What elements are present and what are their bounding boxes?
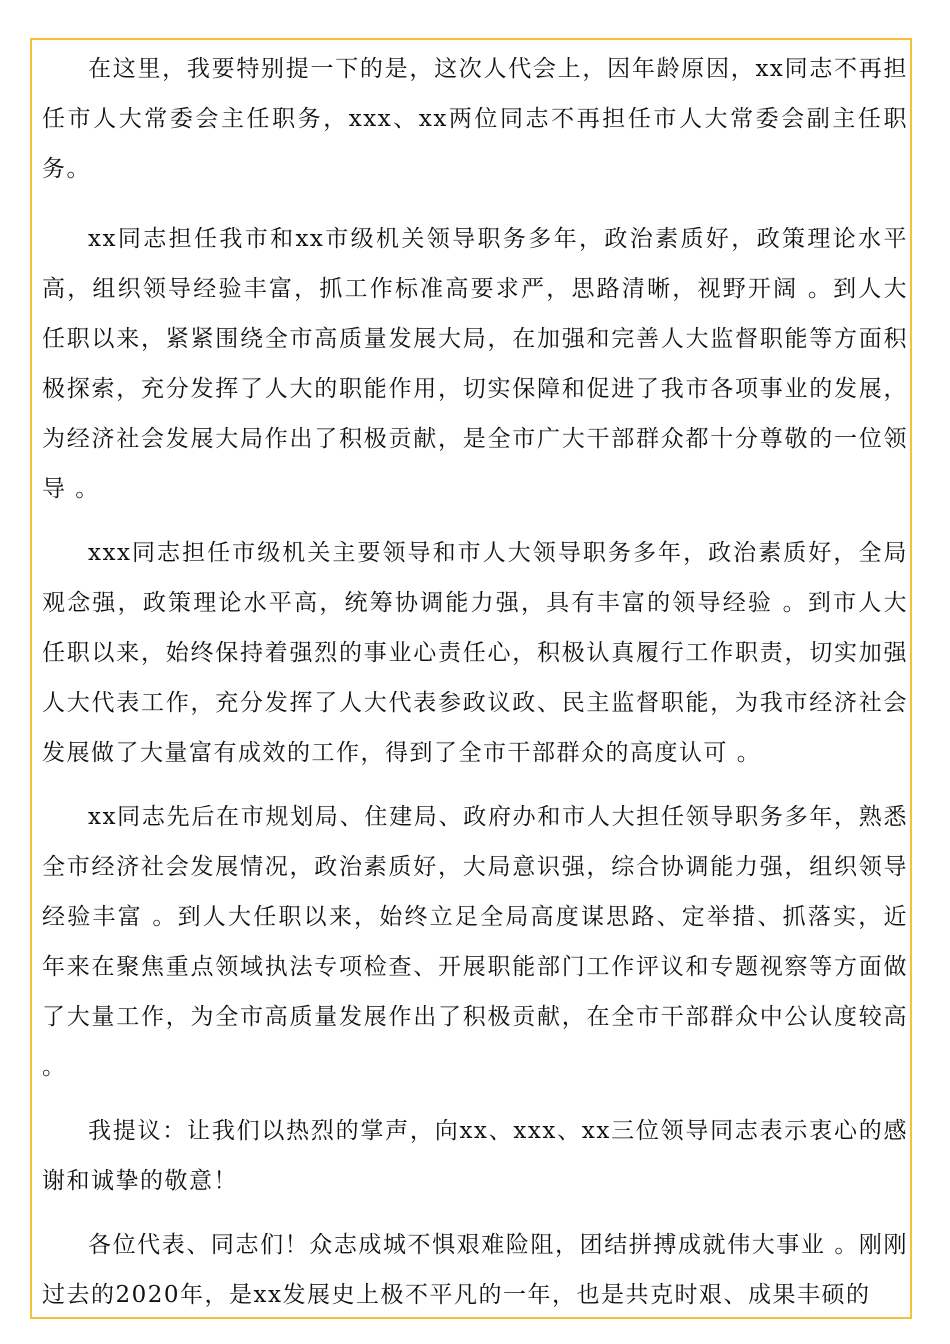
paragraph-2: xx同志担任我市和xx市级机关领导职务多年，政治素质好，政策理论水平高，组织领导经验丰富，抓工作标准高要求严，思路清晰，视野开阔 。到人大任职以来，紧紧围绕全市高质量发展大局，在加强和完善人大监督职能等方面积极探索，充分发挥了人大的职能作用，切实保障和促进了我市各项事业的发展，为经济社会发展大局作出了积极贡献，是全市广大干部群众都十分尊敬的一位领导 。 bbox=[42, 226, 908, 502]
document-body bbox=[42, 44, 908, 1320]
paragraph-6: 各位代表、同志们！众志成城不惧艰难险阻，团结拼搏成就伟大事业 。刚刚过去的2020年，是xx发展史上极不平凡的一年，也是共克时艰、成果丰硕的 bbox=[42, 1232, 908, 1308]
paragraph-3: xxx同志担任市级机关主要领导和市人大领导职务多年，政治素质好，全局观念强，政策理论水平高，统筹协调能力强，具有丰富的领导经验 。到市人大任职以来，始终保持着强烈的事业心责任心，积极认真履行工作职责，切实加强人大代表工作，充分发挥了人大代表参政议政、民主监督职能，为我市经济社会发展做了大量富有成效的工作，得到了全市干部群众的高度认可 。 bbox=[42, 540, 908, 766]
paragraph-5: 我提议：让我们以热烈的掌声，向xx、xxx、xx三位领导同志表示衷心的感谢和诚挚的敬意！ bbox=[42, 1118, 908, 1194]
paragraph-4: xx同志先后在市规划局、住建局、政府办和市人大担任领导职务多年，熟悉全市经济社会发展情况，政治素质好，大局意识强，综合协调能力强，组织领导经验丰富 。到人大任职以来，始终立足全局高度谋思路、定举措、抓落实，近年来在聚焦重点领域执法专项检查、开展职能部门工作评议和专题视察等方面做了大量工作，为全市高质量发展作出了积极贡献，在全市干部群众中公认度较高 。 bbox=[42, 804, 908, 1080]
paragraph-1: 在这里，我要特别提一下的是，这次人代会上，因年龄原因，xx同志不再担任市人大常委会主任职务，xxx、xx两位同志不再担任市人大常委会副主任职务。 bbox=[42, 56, 908, 182]
